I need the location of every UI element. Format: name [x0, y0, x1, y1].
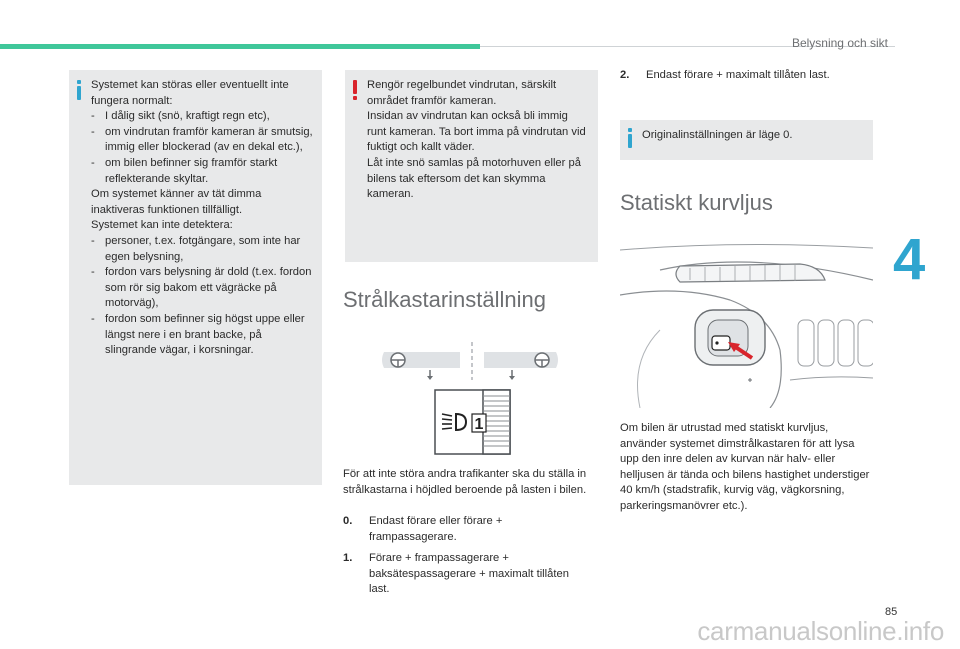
info-intro: Systemet kan störas eller eventuellt inte fungera normalt: [91, 79, 289, 107]
list-item: - personer, t.ex. fotgängare, som inte har egen belysning, [91, 234, 316, 265]
load-position-item [343, 551, 588, 598]
adjustment-dial [435, 390, 510, 454]
headlamp-adjustment-illustration [380, 340, 560, 460]
item-text: Endast förare eller förare + frampassagerare. [369, 515, 503, 543]
info-box-limitations [69, 70, 322, 485]
loaded-beam-illustration [484, 352, 558, 380]
dial-value: 1 [474, 416, 484, 433]
watermark: carmanualsonline.info [697, 616, 944, 646]
info-icon [628, 134, 632, 148]
load-position-list [343, 514, 588, 598]
warning-line: Insidan av vindrutan kan också bli immig runt kameran. Ta bort imma på vindrutan vid fuktigt och kallt väder. [367, 110, 586, 154]
heading-static-cornering: Statiskt kurvljus [620, 190, 773, 215]
cornering-paragraph: Om bilen är utrustad med statiskt kurvljus, använder systemet dimstrålkastaren för att lysa upp den inre delen av kurvan när halv- eller helljusen är tända och bilens hastighet understiger 40 km/h (stadstrafik, kurvig väg, vägkorsning, parkeringsmanövrer etc.). [620, 422, 870, 512]
list-item: - I dålig sikt (snö, kraftigt regn etc), [91, 109, 316, 125]
heading-headlamp-adjustment: Strålkastarinställning [343, 287, 546, 312]
warning-line: Rengör regelbundet vindrutan, särskilt området framför kameran. [367, 79, 557, 107]
undetectable-list [91, 234, 316, 359]
conditions-list [91, 109, 316, 187]
item-number: 1. [343, 552, 353, 565]
list-item: - om bilen befinner sig framför starkt reflekterande skyltar. [91, 156, 316, 187]
chapter-number: 4 [893, 227, 926, 292]
info-icon [77, 86, 81, 100]
page-number: 85 [885, 606, 898, 618]
list-item: - fordon vars belysning är dold (t.ex. fordon som rör sig bakom ett vägräcke på motorväg), [91, 265, 316, 312]
load-position-item-2 [620, 68, 896, 84]
load-position-item [343, 514, 588, 545]
item-text: Endast förare + maximalt tillåten last. [646, 69, 830, 81]
info-box-text [91, 78, 316, 359]
info-box-default-setting [620, 120, 873, 160]
warning-icon [353, 80, 357, 94]
detect-intro: Systemet kan inte detektera: [91, 219, 233, 232]
default-setting-text: Originalinställningen är läge 0. [642, 129, 793, 141]
headlamp-paragraph: För att inte störa andra trafikanter ska du ställa in strålkastarna i höjdled beroende på lasten i bilen. [343, 468, 587, 496]
warning-box-windscreen [345, 70, 598, 262]
section-title: Belysning och sikt [791, 36, 888, 50]
list-item: - om vindrutan framför kameran är smutsig, immig eller blockerad (av en dekal etc.), [91, 125, 316, 156]
item-text: Förare + frampassagerare + baksätespassagerare + maximalt tillåten last. [369, 552, 569, 596]
fog-note: Om systemet känner av tät dimma inaktiveras funktionen tillfälligt. [91, 188, 262, 216]
item-number: 2. [620, 69, 630, 81]
level-beam-illustration [382, 352, 460, 380]
warning-text [367, 78, 589, 203]
warning-line: Låt inte snö samlas på motorhuven eller på bilens tak eftersom det kan skymma kameran. [367, 156, 581, 201]
list-item: - fordon som befinner sig högst uppe eller längst nere i en brant backe, på slingrande vägar, i korsningar. [91, 312, 316, 359]
fog-lamp-switch [712, 336, 730, 350]
fog-lamp-illustration [620, 240, 873, 408]
item-number: 0. [343, 515, 353, 527]
header-accent-bar [0, 44, 480, 49]
